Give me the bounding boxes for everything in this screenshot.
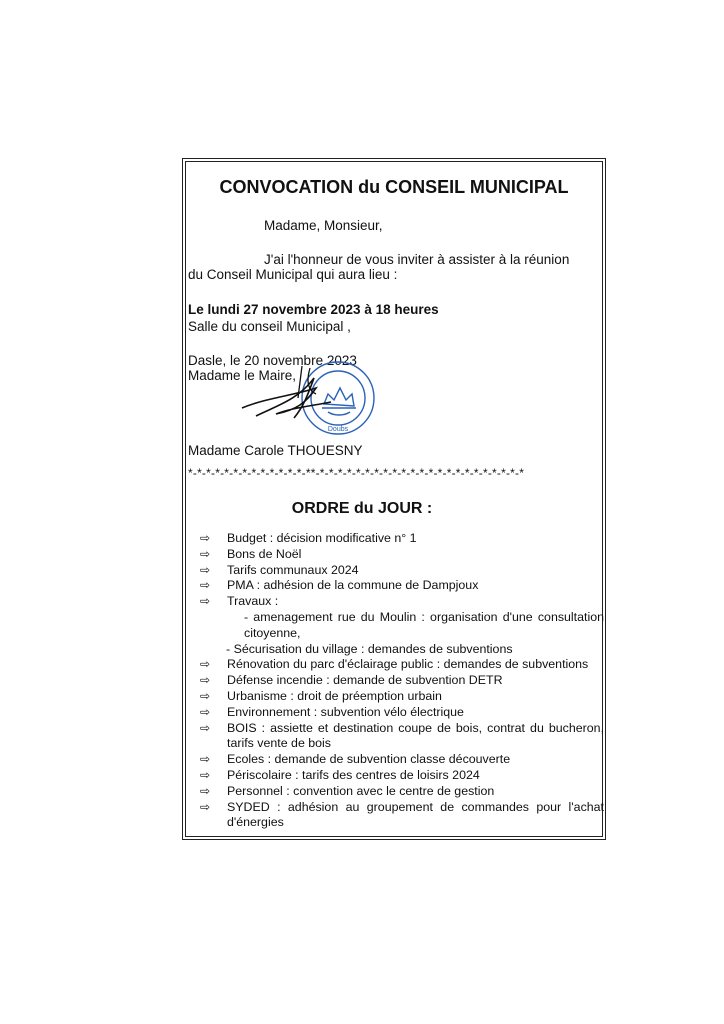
agenda-item: ⇨ Environnement : subvention vélo électrique xyxy=(200,704,464,719)
arrow-icon: ⇨ xyxy=(200,704,211,719)
arrow-icon: ⇨ xyxy=(200,799,211,814)
agenda-heading: ORDRE du JOUR : xyxy=(291,500,433,517)
arrow-icon: ⇨ xyxy=(200,531,211,545)
arrow-icon: ⇨ xyxy=(200,752,211,767)
agenda-item: ⇨ Périscolaire : tarifs des centres de loisirs 2024 xyxy=(200,767,480,782)
agenda-subitem: - amenagement rue du Moulin : organisation d'une consultation citoyenne, xyxy=(244,609,604,640)
arrow-icon: ⇨ xyxy=(200,594,211,609)
agenda-item: ⇨ Défense incendie : demande de subvention DETR xyxy=(200,673,503,688)
agenda-item: ⇨ Ecoles : demande de subvention classe découverte xyxy=(200,752,511,767)
signatory-title: Madame le Maire, xyxy=(188,368,297,383)
agenda-item: ⇨ Travaux : xyxy=(200,594,279,609)
agenda-item: ⇨ Personnel : convention avec le centre de gestion xyxy=(200,783,495,798)
arrow-icon: ⇨ xyxy=(200,578,211,593)
place-and-date: Dasle, le 20 novembre 2023 xyxy=(188,353,357,368)
agenda-item: ⇨ PMA : adhésion de la commune de Dampjoux xyxy=(200,578,479,593)
signatory-name: Madame Carole THOUESNY xyxy=(188,443,363,458)
agenda-item: ⇨ BOIS : assiette et destination coupe de bois, contrat du bucheron, tarifs vente de bois xyxy=(200,720,604,751)
arrow-icon: ⇨ xyxy=(200,688,211,703)
salutation: Madame, Monsieur, xyxy=(264,218,383,233)
meeting-place: Salle du conseil Municipal , xyxy=(188,319,351,334)
agenda-item: ⇨ Bons de Noël xyxy=(200,546,302,561)
agenda-item: ⇨ SYDED : adhésion au groupement de commandes pour l'achat d'énergies xyxy=(200,799,604,830)
arrow-icon: ⇨ xyxy=(200,562,211,577)
agenda-item: ⇨ Rénovation du parc d'éclairage public : demandes de subventions xyxy=(200,657,589,672)
arrow-icon: ⇨ xyxy=(200,657,211,672)
arrow-icon: ⇨ xyxy=(200,720,211,735)
seal-text-bottom: Doubs xyxy=(327,426,349,433)
agenda-subitem: - Sécurisation du village : demandes de subventions xyxy=(226,641,513,656)
invitation-line-2: du Conseil Municipal qui aura lieu : xyxy=(188,267,398,282)
agenda-list xyxy=(200,531,604,831)
separator-line: *-*-*-*-*-*-*-*-*-*-*-*-*-**-*-*-*-*-*-*-*-*-*-*-*-*-*-*-*-*-*-*-*-*-*-*-* xyxy=(188,466,525,480)
arrow-icon: ⇨ xyxy=(200,767,211,782)
invitation-line-1: J'ai l'honneur de vous inviter à assister à la réunion xyxy=(264,252,570,267)
agenda-item: ⇨ Urbanisme : droit de préemption urbain xyxy=(200,688,442,703)
agenda-item: ⇨ Tarifs communaux 2024 xyxy=(200,562,359,577)
arrow-icon: ⇨ xyxy=(200,673,211,688)
arrow-icon: ⇨ xyxy=(200,546,211,561)
arrow-icon: ⇨ xyxy=(200,783,211,798)
meeting-date: Le lundi 27 novembre 2023 à 18 heures xyxy=(188,302,439,317)
document-title: CONVOCATION du CONSEIL MUNICIPAL xyxy=(219,177,569,197)
mayor-signature-and-seal xyxy=(236,358,386,438)
agenda-item: ⇨ Budget : décision modificative n° 1 xyxy=(200,531,417,545)
